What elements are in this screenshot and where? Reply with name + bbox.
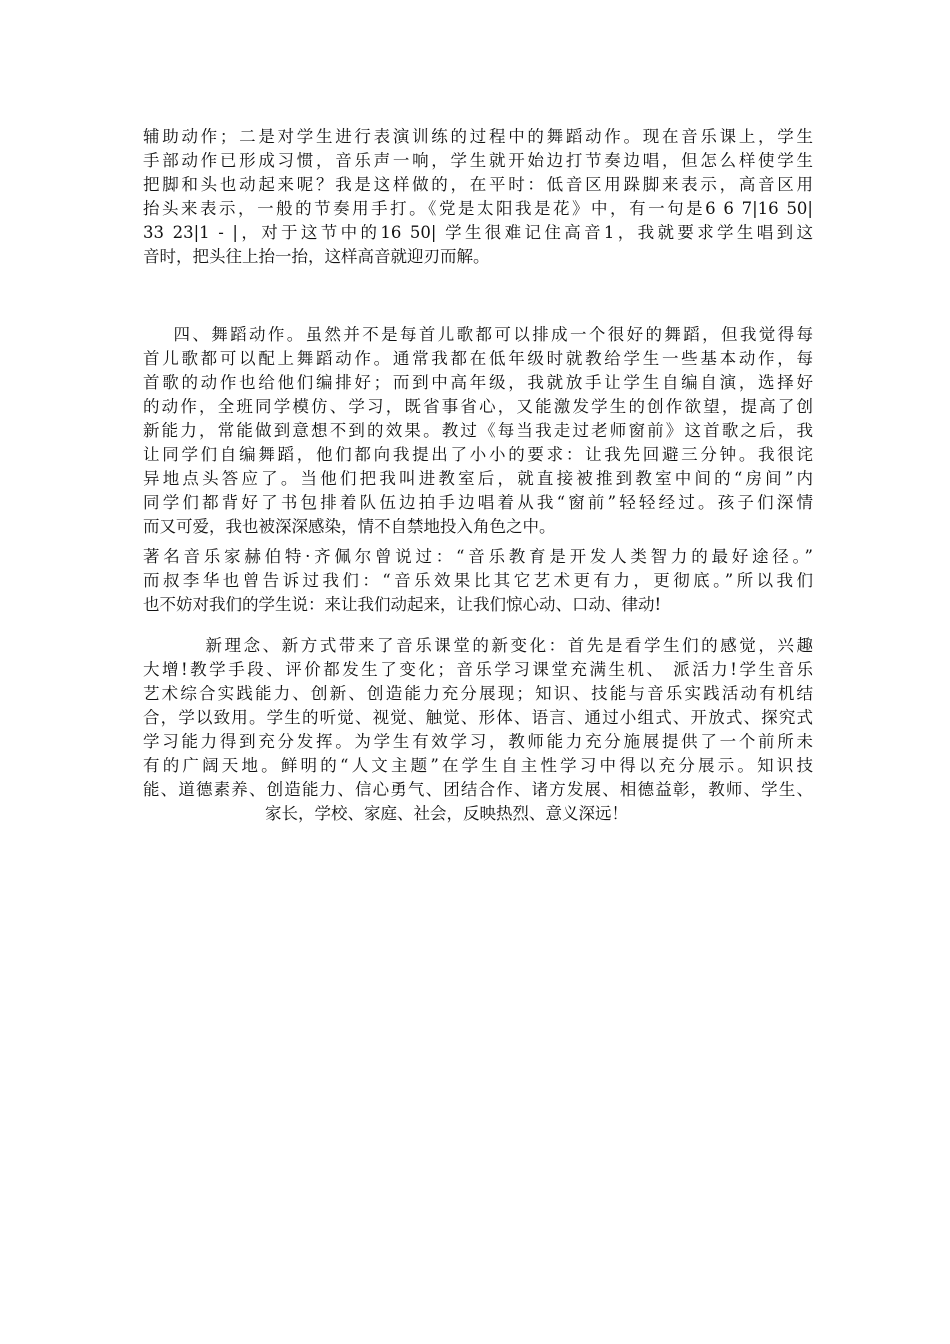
paragraph-new-concepts <box>143 634 813 826</box>
text-line: 而又可爱，我也被深深感染，情不自禁地投入角色之中。 <box>143 517 556 536</box>
text-line: 学习能力得到充分发挥。为学生有效学习，教师能力充分施展提供了一个前所未 <box>143 732 813 751</box>
text-line: 抬头来表示，一般的节奏用手打。《党是太阳我是花》中，有一句是6 6 7|16 50| <box>143 199 813 218</box>
text-line: 辅助动作；二是对学生进行表演训练的过程中的舞蹈动作。现在音乐课上，学生 <box>143 127 813 146</box>
text-line: 手部动作已形成习惯，音乐声一响，学生就开始边打节奏边唱，但怎么样使学生 <box>143 151 813 170</box>
text-line: 家长，学校、家庭、社会，反映热烈、意义深远！ <box>265 804 628 823</box>
text-line: 合，学以致用。学生的听觉、视觉、触觉、形体、语言、通过小组式、开放式、探究式 <box>143 708 813 727</box>
text-line: 有的广阔天地。鲜明的“人文主题”在学生自主性学习中得以充分展示。知识技 <box>143 756 813 775</box>
text-line: 音时，把头往上抬一抬，这样高音就迎刃而解。 <box>143 247 490 266</box>
text-line: 艺术综合实践能力、创新、创造能力充分展现；知识、技能与音乐实践活动有机结 <box>143 684 813 703</box>
text-line: 首儿歌都可以配上舞蹈动作。通常我都在低年级时就教给学生一些基本动作，每 <box>143 349 813 368</box>
text-line: 新理念、新方式带来了音乐课堂的新变化：首先是看学生们的感觉，兴趣 <box>143 636 813 655</box>
text-line: 四、舞蹈动作。虽然并不是每首儿歌都可以排成一个很好的舞蹈，但我觉得每 <box>143 325 813 344</box>
text-line: 而叔李华也曾告诉过我们：“音乐效果比其它艺术更有力，更彻底。”所以我们 <box>143 571 813 590</box>
text-line: 能、道德素养、创造能力、信心勇气、团结合作、诸方发展、相德益彰，教师、学生、 <box>143 780 813 799</box>
text-line: 的动作，全班同学模仿、学习，既省事省心，又能激发学生的创作欲望，提高了创 <box>143 397 813 416</box>
text-line: 大增!教学手段、评价都发生了变化；音乐学习课堂充满生机、 派活力!学生音乐 <box>143 660 813 679</box>
text-line: 著名音乐家赫伯特·齐佩尔曾说过：“音乐教育是开发人类智力的最好途径。” <box>143 547 813 566</box>
text-line: 33 23|1 - |，对于这节中的16 50| 学生很难记住高音1，我就要求学生唱到这 <box>143 223 813 242</box>
text-line: 把脚和头也动起来呢？我是这样做的，在平时：低音区用跺脚来表示，高音区用 <box>143 175 813 194</box>
paragraph-rhythm-actions <box>143 125 813 269</box>
text-line: 新能力，常能做到意想不到的效果。教过《每当我走过老师窗前》这首歌之后，我 <box>143 421 813 440</box>
text-line: 同学们都背好了书包排着队伍边拍手边唱着从我“窗前”轻轻经过。孩子们深情 <box>143 493 813 512</box>
text-line: 异地点头答应了。当他们把我叫进教室后，就直接被推到教室中间的“房间”内 <box>143 469 813 488</box>
paragraph-quotes <box>143 545 813 617</box>
text-line: 让同学们自编舞蹈，他们都向我提出了小小的要求：让我先回避三分钟。我很诧 <box>143 445 813 464</box>
text-line: 也不妨对我们的学生说：来让我们动起来，让我们惊心动、口动、律动! <box>143 595 662 614</box>
paragraph-dance-actions <box>143 323 813 539</box>
text-line: 首歌的动作也给他们编排好；而到中高年级，我就放手让学生自编自演，选择好 <box>143 373 813 392</box>
